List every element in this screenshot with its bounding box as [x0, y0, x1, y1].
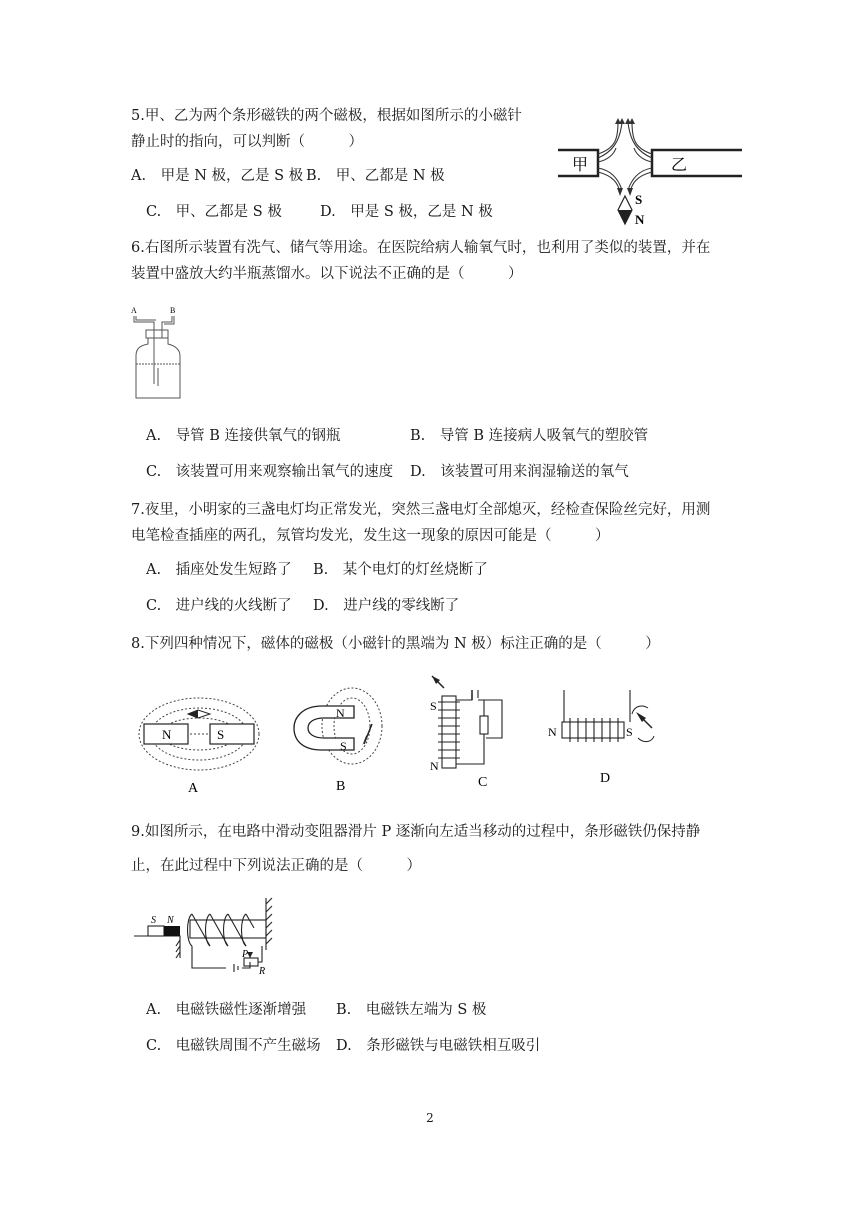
q5-label-yi: 乙: [671, 157, 688, 174]
q5-option-b: B. 甲、乙都是 N 极: [306, 168, 445, 184]
q6-stem-line1: 6.右图所示装置有洗气、储气等用途。在医院给病人输氧气时，也利用了类似的装置，并在: [131, 240, 711, 256]
q8c-label-n: N: [430, 759, 439, 773]
q8c-label-s: S: [430, 699, 437, 713]
q8a-label-n: N: [162, 727, 172, 742]
q6-figure-gas-bottle: [128, 304, 194, 404]
q5-label-n: N: [635, 212, 645, 227]
q9-stem-line1: 9.如图所示，在电路中滑动变阻器滑片 P 逐渐向左适当移动的过程中，条形磁铁仍保持静: [131, 824, 701, 840]
q9-label-p: P: [242, 949, 249, 960]
q9-option-d: D. 条形磁铁与电磁铁相互吸引: [336, 1038, 541, 1054]
q9-option-a: A. 电磁铁磁性逐渐增强: [146, 1002, 307, 1018]
q6-option-d: D. 该装置可用来润湿输送的氧气: [410, 464, 629, 480]
q7-option-d: D. 进户线的零线断了: [313, 598, 460, 614]
q8d-label-s: S: [626, 725, 633, 739]
q6-option-b: B. 导管 B 连接病人吸氧气的塑胶管: [410, 428, 649, 444]
q8-figure-c: [424, 672, 524, 798]
q9-label-n: N: [167, 915, 174, 926]
q8b-label-n: N: [336, 706, 345, 720]
q8d-caption: D: [600, 771, 611, 786]
q7-stem-line2: 电笔检查插座的两孔，氖管均发光，发生这一现象的原因可能是（ ）: [131, 528, 610, 544]
q6-stem-line2: 装置中盛放大约半瓶蒸馏水。以下说法不正确的是（ ）: [131, 266, 523, 282]
q8c-caption: C: [478, 775, 488, 790]
q5-label-jia: 甲: [572, 157, 589, 174]
q5-option-d: D. 甲是 S 极，乙是 N 极: [320, 204, 493, 220]
q6-option-c: C. 该装置可用来观察输出氧气的速度: [146, 464, 394, 480]
q7-option-c: C. 进户线的火线断了: [146, 598, 292, 614]
q8-figure-a: [136, 680, 266, 798]
q7-stem-line1: 7.夜里，小明家的三盏电灯均正常发光，突然三盏电灯全部熄灭，经检查保险丝完好，用测: [131, 502, 711, 518]
q8b-caption: B: [336, 779, 346, 794]
q5-stem-line2: 静止时的指向，可以判断（ ）: [131, 134, 363, 150]
q6-label-a: A: [131, 306, 137, 315]
q6-label-b: B: [170, 306, 176, 315]
q6-option-a: A. 导管 B 连接供氧气的钢瓶: [146, 428, 341, 444]
q9-stem-line2: 止，在此过程中下列说法正确的是（ ）: [131, 858, 421, 874]
q9-option-b: B. 电磁铁左端为 S 极: [336, 1002, 487, 1018]
page-number: 2: [426, 1111, 434, 1125]
q8d-label-n: N: [548, 725, 557, 739]
q8-figure-d: [544, 684, 664, 792]
q5-option-c: C. 甲、乙都是 S 极: [146, 204, 282, 220]
q5-option-a: A. 甲是 N 极，乙是 S 极: [131, 168, 304, 184]
q5-label-s: S: [635, 192, 643, 207]
q9-figure-electromagnet: [130, 896, 280, 980]
q9-label-r: R: [259, 966, 266, 977]
q5-stem-line1: 5.甲、乙为两个条形磁铁的两个磁极，根据如图所示的小磁针: [131, 108, 522, 124]
q8-stem: 8.下列四种情况下，磁体的磁极（小磁针的黑端为 N 极）标注正确的是（ ）: [131, 636, 660, 652]
q9-label-s: S: [151, 915, 156, 926]
q8b-label-s: S: [340, 739, 347, 753]
q8a-caption: A: [188, 781, 199, 796]
q8-figure-b: [284, 684, 394, 798]
q7-option-a: A. 插座处发生短路了: [146, 562, 292, 578]
q7-option-b: B. 某个电灯的灯丝烧断了: [313, 562, 488, 578]
q8a-label-s: S: [217, 727, 225, 742]
q5-figure-magnets: [556, 118, 746, 230]
q9-option-c: C. 电磁铁周围不产生磁场: [146, 1038, 321, 1054]
